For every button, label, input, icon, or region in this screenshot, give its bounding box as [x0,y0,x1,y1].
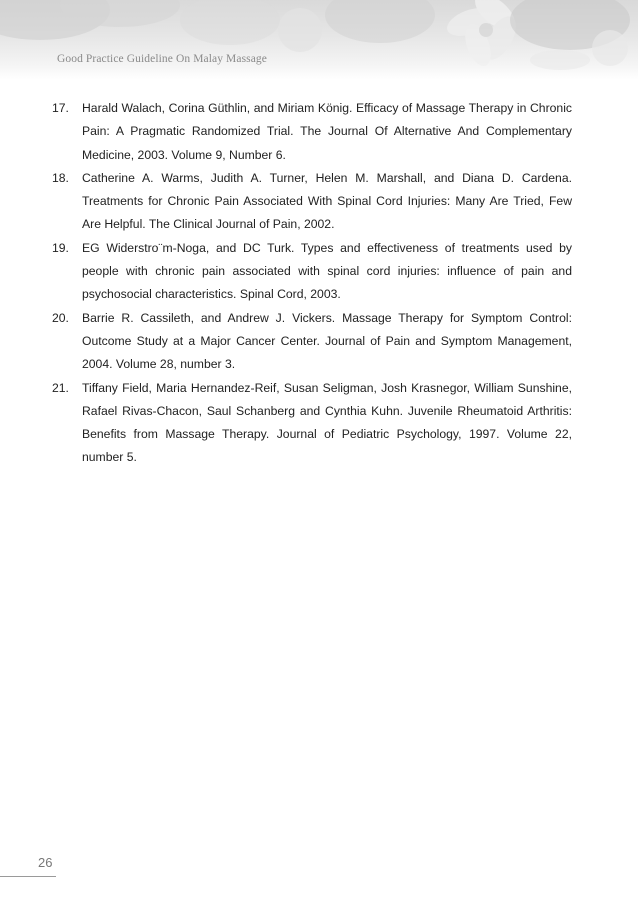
header-banner [0,0,638,80]
header-flower-decoration [0,0,638,80]
reference-number: 17. [52,101,69,115]
reference-text: Tiffany Field, Maria Hernandez-Reif, Susan Seligman, Josh Krasnegor, William Sunshine, Rafael Rivas-Chacon, Saul Schanberg and Cynthia Kuhn. Juvenile Rheumatoid Arthritis: Benefits from Massage Therapy. Journal of Pediatric Psychology, 1997. Volume 22, number 5. [82,380,572,465]
reference-number: 21. [52,380,69,395]
reference-number: 20. [52,310,69,325]
reference-text: Catherine A. Warms, Judith A. Turner, Helen M. Marshall, and Diana D. Cardena. Treatments for Chronic Pain Associated With Spinal Cord Injuries: Many Are Tried, Few Are Helpful. The Clinical Journal of Pain, 2002. [82,170,572,232]
reference-number: 18. [52,170,69,185]
reference-list [52,97,572,470]
reference-text: Harald Walach, Corina Güthlin, and Miriam König. Efficacy of Massage Therapy in Chronic Pain: A Pragmatic Randomized Trial. The Journal Of Alternative And Complementary Medicine, 2003. Volume 9, Number 6. [82,101,572,162]
running-header: Good Practice Guideline On Malay Massage [57,53,267,65]
reference-item [52,377,572,470]
reference-text: Barrie R. Cassileth, and Andrew J. Vickers. Massage Therapy for Symptom Control: Outcome Study at a Major Cancer Center. Journal of Pain and Symptom Management, 2004. Volume 28, number 3. [82,310,572,372]
reference-item [52,237,572,307]
reference-item [52,167,572,237]
reference-item [52,307,572,377]
reference-text: EG Widerstro¨m-Noga, and DC Turk. Types and effectiveness of treatments used by people with chronic pain associated with spinal cord injuries: influence of pain and psychosocial characteristics. Spinal Cord, 2003. [82,240,572,302]
footer-divider [0,876,56,877]
reference-item [52,97,572,167]
page-number: 26 [38,855,53,870]
reference-number: 19. [52,240,69,255]
